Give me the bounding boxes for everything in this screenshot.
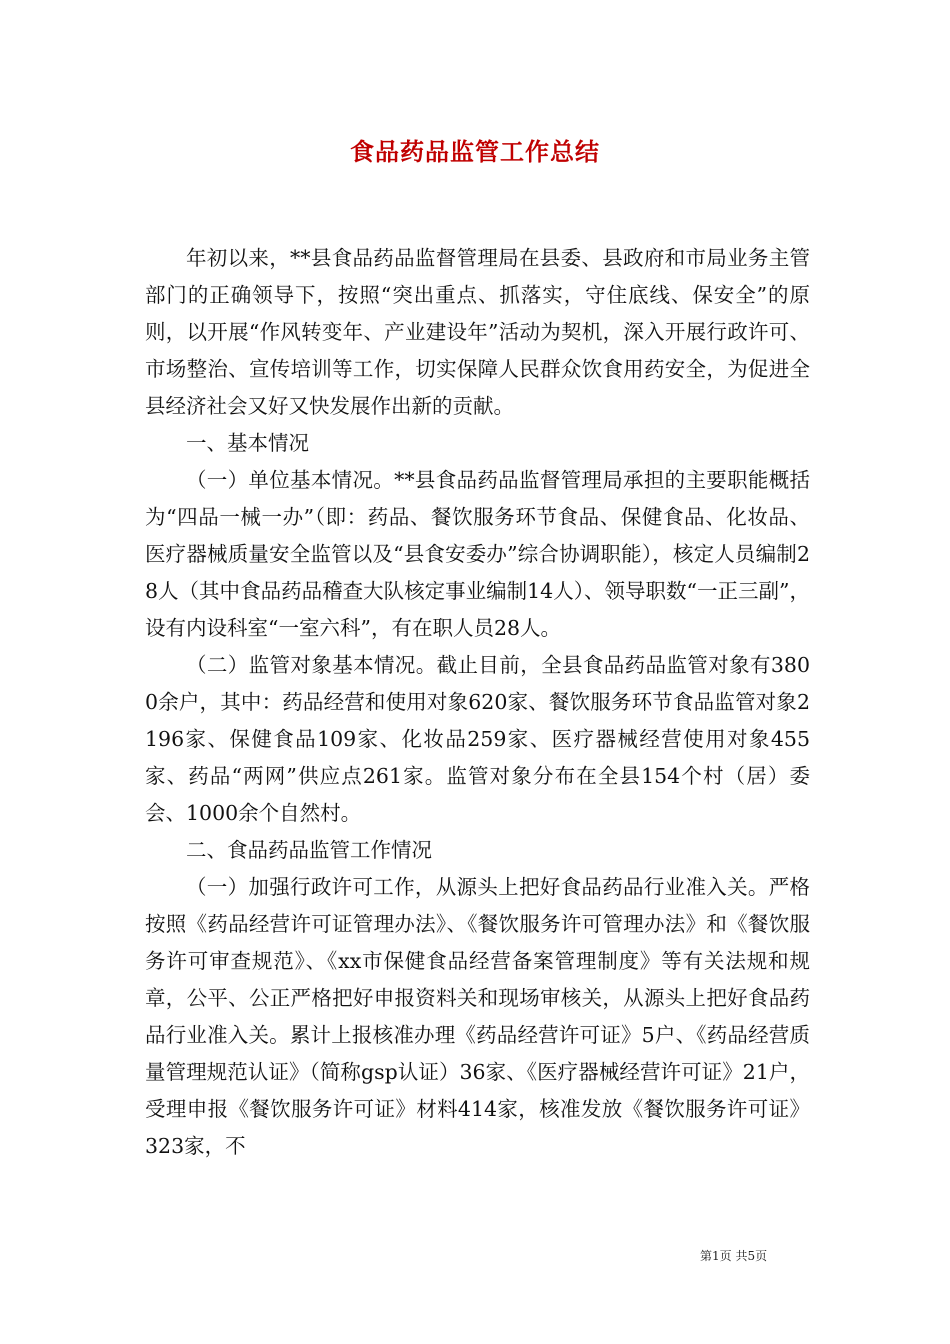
- paragraph-supervision-objects: （二）监管对象基本情况。截止目前，全县食品药品监管对象有3800余户，其中：药品经营和使用对象620家、餐饮服务环节食品监管对象2196家、保健食品109家、化妆品259家、医疗器械经营使用对象455家、药品“两网”供应点261家。监管对象分布在全县154个村（居）委会、1000余个自然村。: [145, 653, 810, 825]
- document-title: 食品药品监管工作总结: [350, 137, 600, 166]
- section-heading-basic-situation: 一、基本情况: [186, 431, 309, 455]
- section-heading-supervision-work: 二、食品药品监管工作情况: [186, 838, 432, 862]
- document-body: [145, 240, 810, 1165]
- paragraph-unit-basic-situation: （一）单位基本情况。**县食品药品监督管理局承担的主要职能概括为“四品一械一办”（即：药品、餐饮服务环节食品、保健食品、化妆品、医疗器械质量安全监管以及“县食安委办”综合协调职能），核定人员编制28人（其中食品药品稽查大队核定事业编制14人）、领导职数“一正三副”，设有内设科室“一室六科”，有在职人员28人。: [145, 468, 810, 640]
- page-number-footer: 第1页 共5页: [700, 1249, 768, 1263]
- paragraph-administrative-licensing: （一）加强行政许可工作，从源头上把好食品药品行业准入关。严格按照《药品经营许可证管理办法》、《餐饮服务许可管理办法》和《餐饮服务许可审查规范》、《xx市保健食品经营备案管理制度》等有关法规和规章，公平、公正严格把好申报资料关和现场审核关，从源头上把好食品药品行业准入关。累计上报核准办理《药品经营许可证》5户、《药品经营质量管理规范认证》（简称gsp认证）36家、《医疗器械经营许可证》21户，受理申报《餐饮服务许可证》材料414家，核准发放《餐饮服务许可证》323家，不: [145, 875, 810, 1158]
- intro-paragraph: 年初以来，**县食品药品监督管理局在县委、县政府和市局业务主管部门的正确领导下，按照“突出重点、抓落实，守住底线、保安全”的原则，以开展“作风转变年、产业建设年”活动为契机，深入开展行政许可、市场整治、宣传培训等工作，切实保障人民群众饮食用药安全，为促进全县经济社会又好又快发展作出新的贡献。: [145, 246, 810, 418]
